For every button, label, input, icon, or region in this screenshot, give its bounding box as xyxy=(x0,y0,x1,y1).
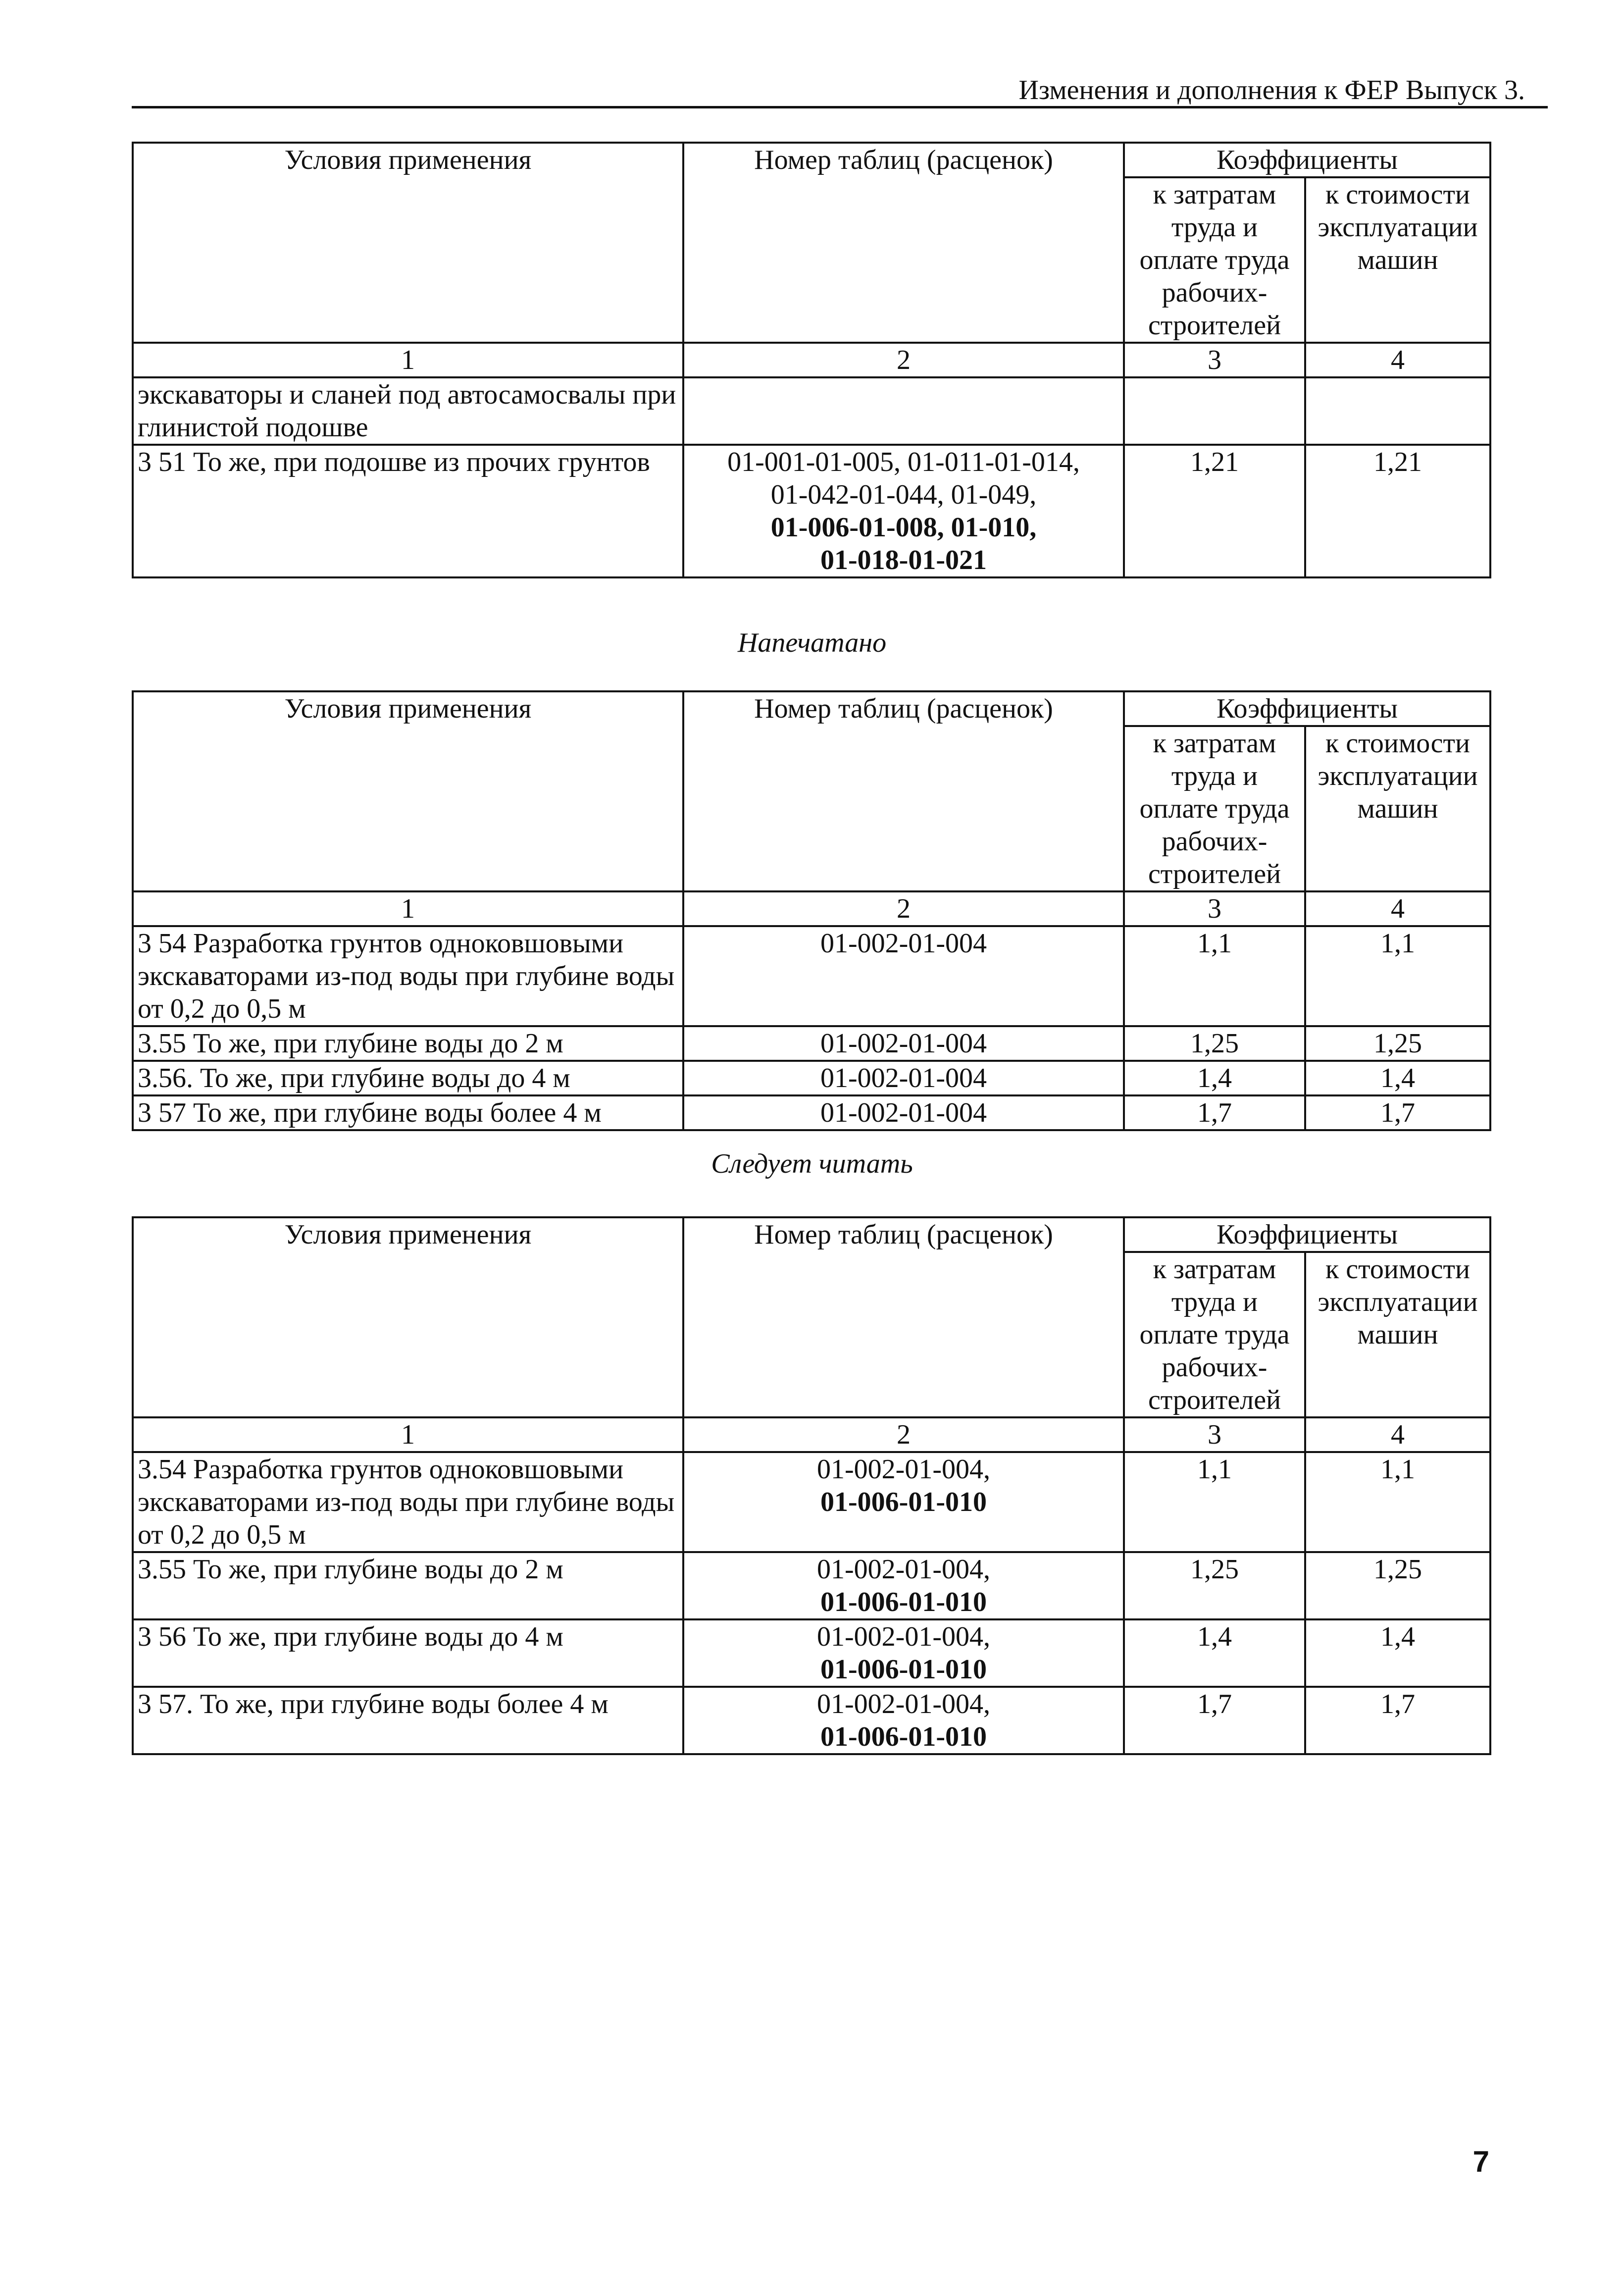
table-number-line: 01-002-01-004 xyxy=(820,928,987,959)
table-number-line: 01-002-01-004 xyxy=(820,1028,987,1059)
coefficient-table-corrected xyxy=(132,1216,1491,1755)
table-numbers-cell xyxy=(683,1095,1124,1130)
table-numbers-cell xyxy=(683,1452,1124,1552)
machine-coefficient-cell: 1,1 xyxy=(1305,1452,1490,1552)
condition-cell: 3.55 То же, при глубине воды до 2 м xyxy=(133,1026,683,1061)
condition-cell: 3.54 Разработка грунтов одноковшовыми экскаваторами из-под воды при глубине воды от 0,2 до 0,5 м xyxy=(133,1452,683,1552)
header-labor: к затратам труда и оплате труда рабочих-строителей xyxy=(1124,177,1305,343)
table-numbers-cell xyxy=(683,1687,1124,1754)
table-number-line: 01-002-01-004, xyxy=(817,1454,990,1485)
header-labor: к затратам труда и оплате труда рабочих-строителей xyxy=(1124,726,1305,891)
machine-coefficient-cell: 1,7 xyxy=(1305,1095,1490,1130)
condition-cell: экскаваторы и сланей под автосамосвалы при глинистой подошве xyxy=(133,377,683,445)
labor-coefficient-cell: 1,7 xyxy=(1124,1095,1305,1130)
condition-cell: 3 57 То же, при глубине воды более 4 м xyxy=(133,1095,683,1130)
header-machines: к стоимости эксплуатации машин xyxy=(1305,177,1490,343)
machine-coefficient-cell: 1,4 xyxy=(1305,1061,1490,1095)
machine-coefficient-cell: 1,7 xyxy=(1305,1687,1490,1754)
header-conditions: Условия применения xyxy=(133,691,683,891)
machine-coefficient-cell: 1,25 xyxy=(1305,1026,1490,1061)
column-number: 3 xyxy=(1124,343,1305,377)
table-number-line-bold: 01-006-01-010 xyxy=(820,1654,987,1685)
coefficient-table-printed xyxy=(132,690,1491,1131)
column-number: 1 xyxy=(133,343,683,377)
header-coefficients: Коэффициенты xyxy=(1124,143,1490,177)
caption-read: Следует читать xyxy=(711,1148,913,1179)
labor-coefficient-cell xyxy=(1124,377,1305,445)
column-number: 2 xyxy=(683,891,1124,926)
header-rule xyxy=(132,106,1548,108)
table-row xyxy=(133,377,1490,445)
machine-coefficient-cell: 1,4 xyxy=(1305,1619,1490,1687)
table-numbers-cell xyxy=(683,1552,1124,1619)
header-conditions: Условия применения xyxy=(133,1217,683,1417)
machine-coefficient-cell: 1,21 xyxy=(1305,445,1490,577)
table-number-line-bold: 01-006-01-010 xyxy=(820,1587,987,1617)
machine-coefficient-cell xyxy=(1305,377,1490,445)
table-row xyxy=(133,1061,1490,1095)
table-number-line-bold: 01-006-01-010 xyxy=(820,1487,987,1517)
table-numbers-cell xyxy=(683,926,1124,1026)
labor-coefficient-cell: 1,25 xyxy=(1124,1026,1305,1061)
header-machines: к стоимости эксплуатации машин xyxy=(1305,1252,1490,1417)
table-number-line-bold: 01-006-01-008, 01-010, xyxy=(770,512,1037,543)
column-number: 2 xyxy=(683,1417,1124,1452)
labor-coefficient-cell: 1,4 xyxy=(1124,1619,1305,1687)
header-coefficients: Коэффициенты xyxy=(1124,691,1490,726)
header-machines: к стоимости эксплуатации машин xyxy=(1305,726,1490,891)
condition-cell: 3.56. То же, при глубине воды до 4 м xyxy=(133,1061,683,1095)
machine-coefficient-cell: 1,25 xyxy=(1305,1552,1490,1619)
table-number-line: 01-002-01-004, xyxy=(817,1554,990,1585)
labor-coefficient-cell: 1,1 xyxy=(1124,1452,1305,1552)
table-numbers-cell xyxy=(683,1026,1124,1061)
table-row xyxy=(133,1552,1490,1619)
column-number: 1 xyxy=(133,891,683,926)
condition-cell: 3.55 То же, при глубине воды до 2 м xyxy=(133,1552,683,1619)
coefficient-table-amendment xyxy=(132,142,1491,578)
condition-cell: 3 54 Разработка грунтов одноковшовыми экскаваторами из-под воды при глубине воды от 0,2 до 0,5 м xyxy=(133,926,683,1026)
column-number: 3 xyxy=(1124,891,1305,926)
table-row xyxy=(133,1095,1490,1130)
table-row xyxy=(133,1619,1490,1687)
table-row xyxy=(133,1687,1490,1754)
table-number-line-bold: 01-006-01-010 xyxy=(820,1721,987,1752)
labor-coefficient-cell: 1,7 xyxy=(1124,1687,1305,1754)
table-row xyxy=(133,926,1490,1026)
labor-coefficient-cell: 1,21 xyxy=(1124,445,1305,577)
table-row xyxy=(133,1026,1490,1061)
labor-coefficient-cell: 1,1 xyxy=(1124,926,1305,1026)
page-number: 7 xyxy=(1472,2145,1489,2178)
labor-coefficient-cell: 1,4 xyxy=(1124,1061,1305,1095)
table-number-line: 01-002-01-004 xyxy=(820,1097,987,1128)
column-number: 4 xyxy=(1305,891,1490,926)
column-number: 2 xyxy=(683,343,1124,377)
table-numbers-cell xyxy=(683,445,1124,577)
column-number: 4 xyxy=(1305,1417,1490,1452)
table-numbers-cell xyxy=(683,377,1124,445)
table-number-line: 01-002-01-004, xyxy=(817,1689,990,1719)
header-labor: к затратам труда и оплате труда рабочих-строителей xyxy=(1124,1252,1305,1417)
labor-coefficient-cell: 1,25 xyxy=(1124,1552,1305,1619)
header-conditions: Условия применения xyxy=(133,143,683,343)
table-number-line: 01-002-01-004, xyxy=(817,1621,990,1652)
condition-cell: 3 51 То же, при подошве из прочих грунтов xyxy=(133,445,683,577)
table-number-line-bold: 01-018-01-021 xyxy=(820,545,987,575)
condition-cell: 3 57. То же, при глубине воды более 4 м xyxy=(133,1687,683,1754)
table-numbers-cell xyxy=(683,1619,1124,1687)
table-number-line: 01-042-01-044, 01-049, xyxy=(770,479,1037,510)
table-number-line: 01-001-01-005, 01-011-01-014, xyxy=(727,447,1080,477)
column-number: 4 xyxy=(1305,343,1490,377)
table-row xyxy=(133,445,1490,577)
header-table-numbers: Номер таблиц (расценок) xyxy=(683,1217,1124,1417)
column-number: 3 xyxy=(1124,1417,1305,1452)
machine-coefficient-cell: 1,1 xyxy=(1305,926,1490,1026)
header-table-numbers: Номер таблиц (расценок) xyxy=(683,691,1124,891)
column-number: 1 xyxy=(133,1417,683,1452)
header-table-numbers: Номер таблиц (расценок) xyxy=(683,143,1124,343)
header-coefficients: Коэффициенты xyxy=(1124,1217,1490,1252)
table-row xyxy=(133,1452,1490,1552)
table-numbers-cell xyxy=(683,1061,1124,1095)
running-header: Изменения и дополнения к ФЕР Выпуск 3. xyxy=(1018,75,1525,105)
condition-cell: 3 56 То же, при глубине воды до 4 м xyxy=(133,1619,683,1687)
caption-printed: Напечатано xyxy=(737,627,887,658)
table-number-line: 01-002-01-004 xyxy=(820,1063,987,1093)
